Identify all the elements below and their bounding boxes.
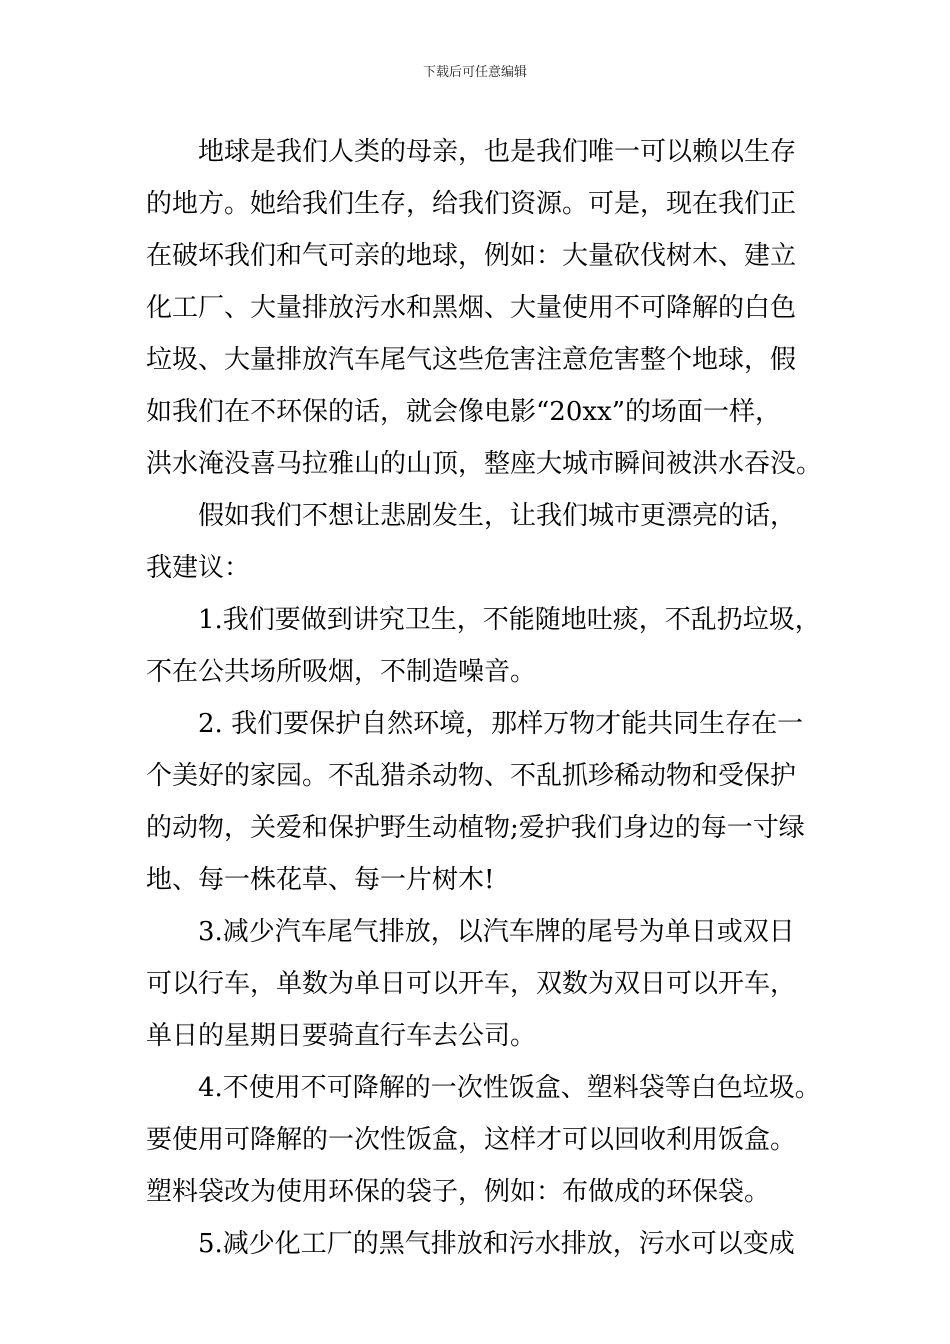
text-line: 的动物，关爱和保护野生动植物;爱护我们身边的每一寸绿	[146, 813, 805, 843]
text-line: 地球是我们人类的母亲，也是我们唯一可以赖以生存	[198, 137, 797, 167]
text-line: 可以行车，单数为单日可以开车，双数为双日可以开车，	[146, 969, 797, 999]
text-line: 4.不使用不可降解的一次性饭盒、塑料袋等白色垃圾。	[198, 1073, 821, 1103]
paragraph-item-1	[146, 594, 846, 698]
paragraph-suggestion-intro	[146, 490, 846, 594]
text-line: 假如我们不想让悲剧发生，让我们城市更漂亮的话，	[198, 501, 797, 531]
paragraph-earth-mother	[146, 126, 846, 490]
text-line: 5.减少化工厂的黑气排放和污水排放，污水可以变成	[198, 1229, 795, 1259]
text-line: 化工厂、大量排放污水和黑烟、大量使用不可降解的白色	[146, 293, 797, 323]
text-line: 不在公共场所吸烟，不制造噪音。	[146, 657, 537, 687]
page-header: 下载后可任意编辑	[422, 65, 527, 80]
text-line: 3.减少汽车尾气排放，以汽车牌的尾号为单日或双日	[198, 917, 795, 947]
text-line: 洪水淹没喜马拉雅山的山顶，整座大城市瞬间被洪水吞没。	[146, 449, 823, 479]
document-body	[146, 126, 846, 1270]
paragraph-item-4	[146, 1062, 846, 1218]
text-line: 我建议：	[146, 553, 251, 583]
text-line: 如我们在不环保的话，就会像电影“20xx”的场面一样，	[146, 397, 781, 427]
text-line: 在破坏我们和气可亲的地球，例如：大量砍伐树木、建立	[146, 241, 797, 271]
text-line: 2. 我们要保护自然环境，那样万物才能共同生存在一	[198, 709, 804, 739]
paragraph-item-5	[146, 1218, 846, 1270]
text-line: 垃圾、大量排放汽车尾气这些危害注意危害整个地球，假	[146, 345, 797, 375]
paragraph-item-3	[146, 906, 846, 1062]
text-line: 要使用可降解的一次性饭盒，这样才可以回收利用饭盒。	[146, 1125, 797, 1155]
text-line: 塑料袋改为使用环保的袋子，例如：布做成的环保袋。	[146, 1177, 771, 1207]
text-line: 单日的星期日要骑直行车去公司。	[146, 1021, 537, 1051]
paragraph-item-2	[146, 698, 846, 906]
text-line: 地、每一株花草、每一片树木!	[146, 865, 495, 895]
text-line: 的地方。她给我们生存，给我们资源。可是，现在我们正	[146, 189, 797, 219]
text-line: 1.我们要做到讲究卫生，不能随地吐痰，不乱扔垃圾，	[198, 605, 821, 635]
text-line: 个美好的家园。不乱猎杀动物、不乱抓珍稀动物和受保护	[146, 761, 797, 791]
